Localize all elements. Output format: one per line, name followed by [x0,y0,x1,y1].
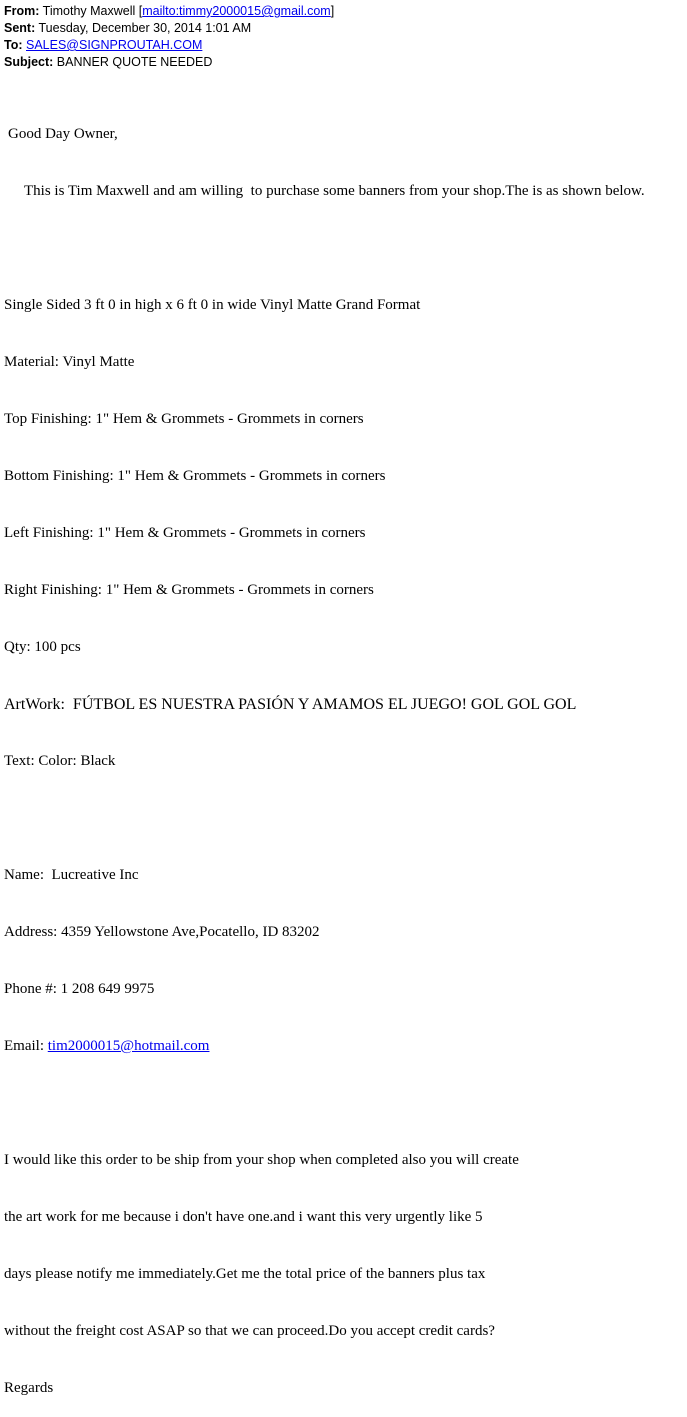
spec-line: Left Finishing: 1" Hem & Grommets - Grommets in corners [4,525,366,541]
name-line: Name: Lucreative Inc [4,867,139,883]
spec-line: Top Finishing: 1" Hem & Grommets - Grommets in corners [4,411,364,427]
sent-row [4,20,334,37]
sent-value: Tuesday, December 30, 2014 1:01 AM [38,21,252,35]
from-bracket: ] [330,4,335,18]
email-header [4,3,334,71]
to-label: To: [4,38,23,52]
spec-line: Material: Vinyl Matte [4,354,135,370]
address-line: Address: 4359 Yellowstone Ave,Pocatello, ID 83202 [4,924,320,940]
spec-line: Bottom Finishing: 1" Hem & Grommets - Grommets in corners [4,468,386,484]
closing-line: days please notify me immediately.Get me the total price of the banners plus tax [4,1266,486,1282]
from-mailto-link[interactable]: mailto:timmy2000015@gmail.com [142,4,331,18]
subject-value: BANNER QUOTE NEEDED [56,55,213,69]
greeting: Good Day Owner, [8,126,118,142]
email-label: Email: [4,1038,48,1054]
spec-line: Right Finishing: 1" Hem & Grommets - Grommets in corners [4,582,374,598]
spec-line: Qty: 100 pcs [4,639,81,655]
spacer [4,1094,684,1113]
closing-line: I would like this order to be ship from your shop when completed also you will create [4,1152,519,1168]
email-body [4,87,684,1417]
phone-line: Phone #: 1 208 649 9975 [4,981,155,997]
closing-line: the art work for me because i don't have one.and i want this very urgently like 5 [4,1209,483,1225]
subject-label: Subject: [4,55,54,69]
text-color-line: Text: Color: Black [4,753,116,769]
subject-row [4,54,334,71]
email-link[interactable]: tim2000015@hotmail.com [47,1038,210,1054]
from-label: From: [4,4,40,18]
closing-line: without the freight cost ASAP so that we can proceed.Do you accept credit cards? [4,1323,495,1339]
sent-label: Sent: [4,21,36,35]
intro-line: This is Tim Maxwell and am willing to purchase some banners from your shop.The is as shown below. [24,183,645,199]
email-line [4,1037,684,1056]
from-name: Timothy Maxwell [ [42,4,143,18]
to-link[interactable]: SALES@SIGNPROUTAH.COM [26,38,203,52]
to-row [4,37,334,54]
from-row [4,3,334,20]
spacer [4,239,684,258]
regards-line: Regards [4,1380,54,1396]
artwork-line: ArtWork: FÚTBOL ES NUESTRA PASIÓN Y AMAMOS EL JUEGO! GOL GOL GOL [4,696,577,713]
spacer [4,809,684,828]
spec-line: Single Sided 3 ft 0 in high x 6 ft 0 in wide Vinyl Matte Grand Format [4,297,421,313]
